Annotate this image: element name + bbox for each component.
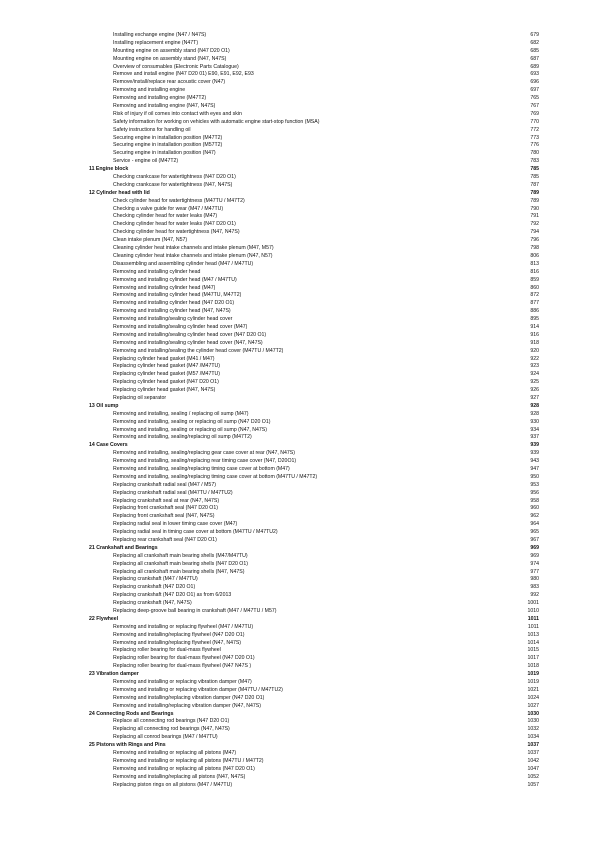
toc-entry[interactable] [89, 482, 539, 490]
toc-entry[interactable] [89, 182, 539, 190]
toc-entry-page-number: 1019 [527, 671, 539, 678]
toc-entry[interactable] [89, 56, 539, 64]
toc-entry[interactable] [89, 135, 539, 143]
toc-entry[interactable] [89, 734, 539, 742]
toc-entry[interactable] [89, 498, 539, 506]
toc-entry[interactable] [89, 213, 539, 221]
toc-entry-title: Service - engine oil (M47T2) [113, 158, 179, 165]
toc-section-heading[interactable] [89, 616, 539, 624]
toc-section-heading[interactable] [89, 166, 539, 174]
toc-entry[interactable] [89, 561, 539, 569]
toc-entry-title: Removing and installing, sealing/replacing rear timing case cover (N47, D20O1) [113, 458, 297, 465]
toc-entry-title: Removing and installing/sealing cylinder head cover (N47 D20 O1) [113, 331, 267, 338]
toc-entry-page-number: 859 [530, 276, 539, 283]
toc-entry-page-number: 1034 [527, 734, 539, 741]
toc-entry[interactable] [89, 537, 539, 545]
toc-entry[interactable] [89, 419, 539, 427]
toc-entry-title: Clean intake plenum (N47, N57) [113, 237, 188, 244]
toc-entry-title: Removing and installing cylinder head (N47 D20 O1) [113, 300, 235, 307]
toc-entry-title: Removing and installing engine (M47T2) [113, 95, 207, 102]
toc-entry-title: Removing and installing/sealing cylinder head cover (N47, N47S) [113, 339, 263, 346]
toc-entry-page-number: 785 [530, 166, 539, 173]
toc-entry-title: Removing and installing/replacing all pistons (N47, N47S) [113, 773, 246, 780]
toc-entry-page-number: 960 [530, 505, 539, 512]
toc-entry-page-number: 816 [530, 268, 539, 275]
toc-entry-page-number: 1030 [527, 710, 539, 717]
toc-entry-title: Removing and installing or replacing all pistons (M47TU / M47T2) [113, 757, 264, 764]
toc-entry-title: Replacing cylinder head gasket (M41 / M47) [113, 355, 215, 362]
toc-entry[interactable] [89, 332, 539, 340]
toc-entry-page-number: 1018 [527, 663, 539, 670]
toc-entry[interactable] [89, 766, 539, 774]
toc-entry-page-number: 928 [530, 410, 539, 417]
toc-entry-page-number: 922 [530, 355, 539, 362]
toc-entry-page-number: 1030 [527, 718, 539, 725]
toc-entry[interactable] [89, 758, 539, 766]
toc-entry[interactable] [89, 655, 539, 663]
toc-entry-title: Replacing crankshaft (M47 / M47TU) [113, 576, 198, 583]
toc-entry[interactable] [89, 79, 539, 87]
toc-entry[interactable] [89, 142, 539, 150]
toc-entry[interactable] [89, 624, 539, 632]
toc-entry-page-number: 689 [530, 63, 539, 70]
toc-entry-page-number: 964 [530, 521, 539, 528]
toc-entry-title: Removing and installing engine [113, 87, 186, 94]
toc-entry-page-number: 772 [530, 126, 539, 133]
toc-entry[interactable] [89, 119, 539, 127]
toc-entry[interactable] [89, 569, 539, 577]
toc-entry-page-number: 926 [530, 387, 539, 394]
toc-entry[interactable] [89, 198, 539, 206]
toc-entry-page-number: 872 [530, 292, 539, 299]
toc-entry-page-number: 1052 [527, 773, 539, 780]
toc-entry-title: Removing and installing, sealing or replacing oil sump (N47, N47S) [113, 426, 267, 433]
toc-entry-page-number: 965 [530, 529, 539, 536]
toc-entry-title: Removing and installing/sealing the cylinder head cover (M47TU / M47T2) [113, 347, 284, 354]
toc-entry[interactable] [89, 324, 539, 332]
toc-entry-page-number: 930 [530, 418, 539, 425]
toc-entry-page-number: 925 [530, 379, 539, 386]
toc-entry[interactable] [89, 308, 539, 316]
toc-entry-title: Replacing crankshaft (N47 D20 O1) [113, 584, 196, 591]
toc-entry-page-number: 1013 [527, 631, 539, 638]
toc-entry[interactable] [89, 490, 539, 498]
toc-entry-title: Removing and installing cylinder head (M47 / M47TU) [113, 276, 237, 283]
toc-entry[interactable] [89, 269, 539, 277]
toc-entry-title: Removing and installing, sealing/replacing timing case cover at bottom (M47) [113, 465, 290, 472]
toc-entry-page-number: 958 [530, 497, 539, 504]
toc-entry-title: Replacing cylinder head gasket (N47 D20 O1) [113, 379, 219, 386]
toc-entry-title: Removing and installing cylinder head (M47TU, M47T2) [113, 292, 242, 299]
toc-entry-title: 21 Crankshaft and Bearings [89, 544, 158, 551]
toc-entry-title: 23 Vibration damper [89, 671, 139, 678]
toc-entry[interactable] [89, 316, 539, 324]
toc-entry-title: 13 Oil sump [89, 402, 119, 409]
toc-entry[interactable] [89, 458, 539, 466]
toc-entry-title: Remove and install engine (N47 D20 01) E90, E91, E92, E93 [113, 71, 254, 78]
toc-entry-title: Risk of injury if oil comes into contact with eyes and skin [113, 110, 242, 117]
toc-entry-title: Replacing cylinder head gasket (M57 /M47TU) [113, 371, 220, 378]
toc-entry[interactable] [89, 592, 539, 600]
toc-entry[interactable] [89, 718, 539, 726]
toc-entry-title: Removing and installing or replacing vibration damper (M47) [113, 679, 252, 686]
toc-entry[interactable] [89, 513, 539, 521]
toc-entry-page-number: 918 [530, 339, 539, 346]
toc-entry-title: Securing engine in installation position (N47) [113, 150, 216, 157]
toc-entry-page-number: 934 [530, 426, 539, 433]
toc-entry[interactable] [89, 277, 539, 285]
toc-entry-page-number: 682 [530, 39, 539, 46]
toc-entry[interactable] [89, 379, 539, 387]
toc-entry-title: 22 Flywheel [89, 615, 119, 622]
toc-entry[interactable] [89, 600, 539, 608]
toc-entry-page-number: 962 [530, 513, 539, 520]
toc-entry-page-number: 895 [530, 316, 539, 323]
toc-entry-page-number: 806 [530, 252, 539, 259]
toc-entry[interactable] [89, 466, 539, 474]
toc-entry-title: Replacing cylinder head gasket (M47 /M47TU) [113, 363, 220, 370]
toc-entry-page-number: 679 [530, 32, 539, 38]
toc-entry-title: 12 Cylinder head with lid [89, 189, 150, 196]
toc-entry-page-number: 947 [530, 465, 539, 472]
toc-entry-title: Replacing all crankshaft main bearing shells (N47, N47S) [113, 568, 245, 575]
toc-entry[interactable] [89, 584, 539, 592]
toc-entry-title: Installing exchange engine (N47 / N47S) [113, 32, 207, 38]
toc-entry-title: Checking cylinder head for watertightness (N47, N47S) [113, 229, 240, 236]
toc-entry-title: Removing and installing, sealing / replacing oil sump (M47) [113, 410, 249, 417]
toc-entry-title: Securing engine in installation position (M47T2) [113, 134, 223, 141]
toc-entry-title: 11 Engine block [89, 166, 129, 173]
toc-entry[interactable] [89, 371, 539, 379]
toc-entry-page-number: 1001 [527, 600, 539, 607]
toc-entry-page-number: 1014 [527, 639, 539, 646]
toc-section-heading[interactable] [89, 403, 539, 411]
toc-entry-page-number: 780 [530, 150, 539, 157]
toc-entry-title: Replacing rear crankshaft seal (N47 D20 O1) [113, 537, 217, 543]
toc-entry-page-number: 1019 [527, 679, 539, 686]
toc-entry[interactable] [89, 640, 539, 648]
toc-entry[interactable] [89, 64, 539, 72]
toc-entry[interactable] [89, 726, 539, 734]
toc-entry[interactable] [89, 576, 539, 584]
toc-entry-page-number: 787 [530, 181, 539, 188]
toc-entry-title: Remove/install/replace rear acoustic cover (N47) [113, 79, 226, 86]
toc-entry-page-number: 798 [530, 245, 539, 252]
toc-section-heading[interactable] [89, 671, 539, 679]
toc-entry-title: Removing and installing/replacing vibration damper (N47 D20 O1) [113, 694, 265, 701]
toc-entry-page-number: 1037 [527, 750, 539, 757]
toc-entry-title: Disassembling and assembling cylinder head (M47 / M47TU) [113, 260, 254, 267]
table-of-contents [89, 32, 539, 790]
toc-entry-title: Replacing roller bearing for dual-mass flywheel (N47 D20 O1) [113, 655, 255, 662]
toc-entry[interactable] [89, 782, 539, 790]
toc-entry-title: Replacing oil separator [113, 394, 167, 401]
toc-entry-title: Replacing all crankshaft main bearing shells (N47 D20 O1) [113, 560, 248, 567]
toc-entry[interactable] [89, 237, 539, 245]
toc-entry[interactable] [89, 395, 539, 403]
toc-entry[interactable] [89, 750, 539, 758]
toc-entry-title: Checking cylinder head for water leaks (M47) [113, 213, 218, 220]
toc-entry-title: Replacing front crankshaft seal (N47 D20 O1) [113, 505, 218, 512]
toc-entry-title: Safety information for working on vehicles with automatic engine start-stop function (MSA) [113, 118, 320, 125]
toc-entry-page-number: 924 [530, 371, 539, 378]
toc-entry[interactable] [89, 32, 539, 40]
toc-entry-page-number: 697 [530, 87, 539, 94]
toc-entry[interactable] [89, 158, 539, 166]
toc-entry-page-number: 886 [530, 308, 539, 315]
toc-entry[interactable] [89, 474, 539, 482]
toc-entry[interactable] [89, 687, 539, 695]
toc-entry-page-number: 785 [530, 174, 539, 181]
toc-entry[interactable] [89, 48, 539, 56]
toc-entry[interactable] [89, 111, 539, 119]
toc-entry[interactable] [89, 427, 539, 435]
toc-entry-page-number: 773 [530, 134, 539, 141]
toc-entry[interactable] [89, 695, 539, 703]
toc-entry-title: Replacing cylinder head gasket (N47, N47S) [113, 387, 216, 394]
toc-entry-title: Overview of consumables (Electronic Parts Catalogue) [113, 63, 239, 70]
toc-entry[interactable] [89, 387, 539, 395]
toc-entry-page-number: 983 [530, 584, 539, 591]
toc-entry-title: Replacing front crankshaft seal (N47, N47S) [113, 513, 215, 520]
toc-entry-title: 24 Connecting Rods and Bearings [89, 710, 174, 717]
toc-entry-title: Removing and installing or replacing flywheel (M47 / M47TU) [113, 623, 254, 630]
toc-entry-title: Removing and installing, sealing/replacing timing case cover at bottom (M47TU / M47T2) [113, 473, 318, 480]
toc-entry-title: Replacing all crankshaft main bearing shells (M47/M47TU) [113, 552, 248, 559]
toc-entry[interactable] [89, 285, 539, 293]
toc-entry-page-number: 1042 [527, 757, 539, 764]
toc-entry-title: Removing and installing cylinder head (N47, N47S) [113, 308, 231, 315]
toc-entry-title: Removing and installing/sealing cylinder head cover [113, 316, 233, 323]
toc-entry[interactable] [89, 521, 539, 529]
toc-entry-page-number: 794 [530, 229, 539, 236]
toc-entry-page-number: 1037 [527, 742, 539, 749]
toc-entry-title: Removing and installing/replacing vibration damper (N47, N47S) [113, 702, 261, 709]
toc-entry[interactable] [89, 608, 539, 616]
toc-entry-page-number: 769 [530, 110, 539, 117]
toc-entry-title: Removing and installing cylinder head [113, 268, 201, 275]
toc-entry-page-number: 696 [530, 79, 539, 86]
toc-entry-title: Checking a valve guide for wear (M47 / M47TU) [113, 205, 224, 212]
toc-section-heading[interactable] [89, 742, 539, 750]
toc-section-heading[interactable] [89, 190, 539, 198]
toc-entry[interactable] [89, 529, 539, 537]
toc-entry-page-number: 974 [530, 560, 539, 567]
toc-section-heading[interactable] [89, 442, 539, 450]
toc-entry-page-number: 916 [530, 331, 539, 338]
toc-entry-page-number: 765 [530, 95, 539, 102]
toc-entry[interactable] [89, 253, 539, 261]
toc-entry-title: Replacing deep-groove ball bearing in crankshaft (M47 / M47TU / M57) [113, 608, 277, 615]
toc-entry-title: Replacing crankshaft radial seal (M47TU / M47TU2) [113, 489, 233, 496]
toc-entry-title: Replacing piston rings on all pistons (M47 / M47TU) [113, 781, 233, 788]
toc-entry[interactable] [89, 221, 539, 229]
toc-entry[interactable] [89, 363, 539, 371]
toc-entry[interactable] [89, 87, 539, 95]
toc-entry[interactable] [89, 348, 539, 356]
toc-entry-title: Replacing crankshaft (N47 D20 O1) as from 6/2013 [113, 592, 232, 599]
toc-entry-title: Removing and installing engine (N47, N47S) [113, 103, 216, 110]
toc-entry-title: Removing and installing or replacing vibration damper (M47TU / M47TU2) [113, 686, 283, 693]
toc-entry-page-number: 792 [530, 221, 539, 228]
toc-entry-title: Replacing roller bearing for dual-mass flywheel [113, 647, 221, 654]
toc-entry-title: Installing replacement engine (N47T) [113, 39, 199, 46]
toc-entry-page-number: 943 [530, 458, 539, 465]
toc-entry-page-number: 1011 [527, 615, 539, 622]
toc-entry-page-number: 977 [530, 568, 539, 575]
toc-entry[interactable] [89, 229, 539, 237]
toc-entry-page-number: 923 [530, 363, 539, 370]
toc-entry-title: Cleaning cylinder heat intake channels and intake plenum (M47, M57) [113, 245, 274, 252]
toc-entry-page-number: 928 [530, 402, 539, 409]
toc-entry[interactable] [89, 71, 539, 79]
toc-entry-page-number: 813 [530, 260, 539, 267]
toc-entry-title: Check cylinder head for watertightness (M47TU / M47T2) [113, 197, 245, 204]
toc-entry[interactable] [89, 679, 539, 687]
toc-entry-page-number: 969 [530, 544, 539, 551]
toc-entry-page-number: 1057 [527, 781, 539, 788]
toc-entry-title: Replacing radial seal in lower timing case cover (M47) [113, 521, 238, 528]
toc-entry-page-number: 877 [530, 300, 539, 307]
toc-entry-title: Mounting engine on assembly stand (N47, N47S) [113, 55, 227, 62]
toc-entry-page-number: 789 [530, 197, 539, 204]
toc-entry-page-number: 791 [530, 213, 539, 220]
toc-entry-page-number: 1024 [527, 694, 539, 701]
toc-entry-title: Mounting engine on assembly stand (N47 D20 O1) [113, 47, 230, 54]
toc-entry[interactable] [89, 174, 539, 182]
toc-entry-page-number: 969 [530, 552, 539, 559]
toc-section-heading[interactable] [89, 711, 539, 719]
toc-entry-title: Replacing crankshaft (N47, N47S) [113, 600, 192, 607]
toc-entry-page-number: 1010 [527, 608, 539, 615]
toc-entry-title: Replacing crankshaft seal at rear (N47, N47S) [113, 497, 220, 504]
toc-entry-title: Checking cylinder head for water leaks (N47 D20 O1) [113, 221, 236, 228]
toc-entry[interactable] [89, 292, 539, 300]
toc-entry[interactable] [89, 505, 539, 513]
toc-entry-title: Securing engine in installation position (M57T2) [113, 142, 223, 149]
toc-entry[interactable] [89, 261, 539, 269]
toc-entry-page-number: 776 [530, 142, 539, 149]
toc-entry-title: Checking crankcase for watertightness (N47 D20 O1) [113, 174, 236, 181]
toc-entry-page-number: 693 [530, 71, 539, 78]
toc-entry-title: Replacing roller bearing for dual-mass flywheel (N47 N47S ) [113, 663, 252, 670]
toc-entry-page-number: 927 [530, 394, 539, 401]
toc-entry[interactable] [89, 245, 539, 253]
toc-entry-title: Cleaning cylinder heat intake channels and intake plenum (N47, N57) [113, 252, 273, 259]
toc-entry-title: Removing and installing, sealing/replacing gear case cover at rear (N47, N47S) [113, 450, 295, 457]
toc-entry-page-number: 1015 [527, 647, 539, 654]
toc-entry[interactable] [89, 553, 539, 561]
toc-entry-page-number: 1032 [527, 726, 539, 733]
toc-entry[interactable] [89, 663, 539, 671]
toc-entry-page-number: 937 [530, 434, 539, 441]
toc-entry[interactable] [89, 703, 539, 711]
toc-entry-title: Removing and installing/replacing flywheel (N47 D20 O1) [113, 631, 245, 638]
toc-entry-title: Removing and installing cylinder head (M47) [113, 284, 216, 291]
toc-entry-title: Removing and installing/sealing cylinder head cover (M47) [113, 323, 248, 330]
toc-entry-page-number: 1047 [527, 765, 539, 772]
toc-entry[interactable] [89, 450, 539, 458]
toc-entry-title: Removing and installing, sealing/replacing oil sump (M47T2) [113, 434, 252, 441]
toc-entry[interactable] [89, 206, 539, 214]
toc-entry[interactable] [89, 150, 539, 158]
toc-entry[interactable] [89, 127, 539, 135]
toc-entry-title: Replacing all connecting rod bearings (N47, N47S) [113, 726, 230, 733]
toc-entry-page-number: 939 [530, 442, 539, 449]
toc-entry-page-number: 770 [530, 118, 539, 125]
toc-entry-page-number: 1017 [527, 655, 539, 662]
toc-entry[interactable] [89, 340, 539, 348]
toc-entry-page-number: 789 [530, 189, 539, 196]
toc-entry-title: Replacing all conrod bearings (M47 / M47TU) [113, 734, 218, 741]
toc-entry-page-number: 783 [530, 158, 539, 165]
toc-entry-page-number: 980 [530, 576, 539, 583]
toc-entry-page-number: 956 [530, 489, 539, 496]
toc-entry-page-number: 687 [530, 55, 539, 62]
toc-entry-title: Removing and installing or replacing all pistons (M47) [113, 750, 237, 757]
toc-entry[interactable] [89, 103, 539, 111]
toc-entry-page-number: 967 [530, 537, 539, 543]
toc-entry-page-number: 914 [530, 323, 539, 330]
toc-entry-page-number: 1011 [527, 623, 539, 630]
toc-entry-title: Replace all connecting rod bearings (N47 D20 O1) [113, 718, 230, 725]
toc-entry[interactable] [89, 356, 539, 364]
toc-entry-page-number: 1021 [527, 686, 539, 693]
toc-entry-page-number: 860 [530, 284, 539, 291]
toc-entry-page-number: 685 [530, 47, 539, 54]
toc-entry-title: Safety instructions for handling oil [113, 126, 191, 133]
toc-entry-page-number: 953 [530, 481, 539, 488]
toc-entry[interactable] [89, 411, 539, 419]
toc-entry[interactable] [89, 95, 539, 103]
toc-entry[interactable] [89, 632, 539, 640]
toc-entry[interactable] [89, 434, 539, 442]
toc-entry-page-number: 992 [530, 592, 539, 599]
toc-entry-page-number: 939 [530, 450, 539, 457]
toc-entry-title: Removing and installing, sealing or replacing oil sump (N47 D20 O1) [113, 418, 271, 425]
toc-entry[interactable] [89, 40, 539, 48]
toc-entry[interactable] [89, 300, 539, 308]
toc-entry-title: Removing and installing or replacing all pistons (N47 D20 O1) [113, 765, 255, 772]
toc-entry-page-number: 790 [530, 205, 539, 212]
toc-entry-page-number: 950 [530, 473, 539, 480]
toc-section-heading[interactable] [89, 545, 539, 553]
toc-entry-page-number: 1027 [527, 702, 539, 709]
toc-entry-page-number: 920 [530, 347, 539, 354]
toc-entry-page-number: 796 [530, 237, 539, 244]
toc-entry-title: Replacing radial seal in timing case cover at bottom (M47TU / M47TU2) [113, 529, 278, 536]
toc-entry-page-number: 767 [530, 103, 539, 110]
toc-entry-title: Replacing crankshaft radial seal (M47 / M57) [113, 481, 216, 488]
toc-entry-title: 25 Pistons with Rings and Pins [89, 742, 166, 749]
toc-entry-title: 14 Case Covers [89, 442, 128, 449]
toc-entry-title: Checking crankcase for watertightness (N47, N47S) [113, 181, 233, 188]
toc-entry-title: Removing and installing/replacing flywheel (N47, N47S) [113, 639, 242, 646]
toc-entry[interactable] [89, 647, 539, 655]
toc-entry[interactable] [89, 774, 539, 782]
